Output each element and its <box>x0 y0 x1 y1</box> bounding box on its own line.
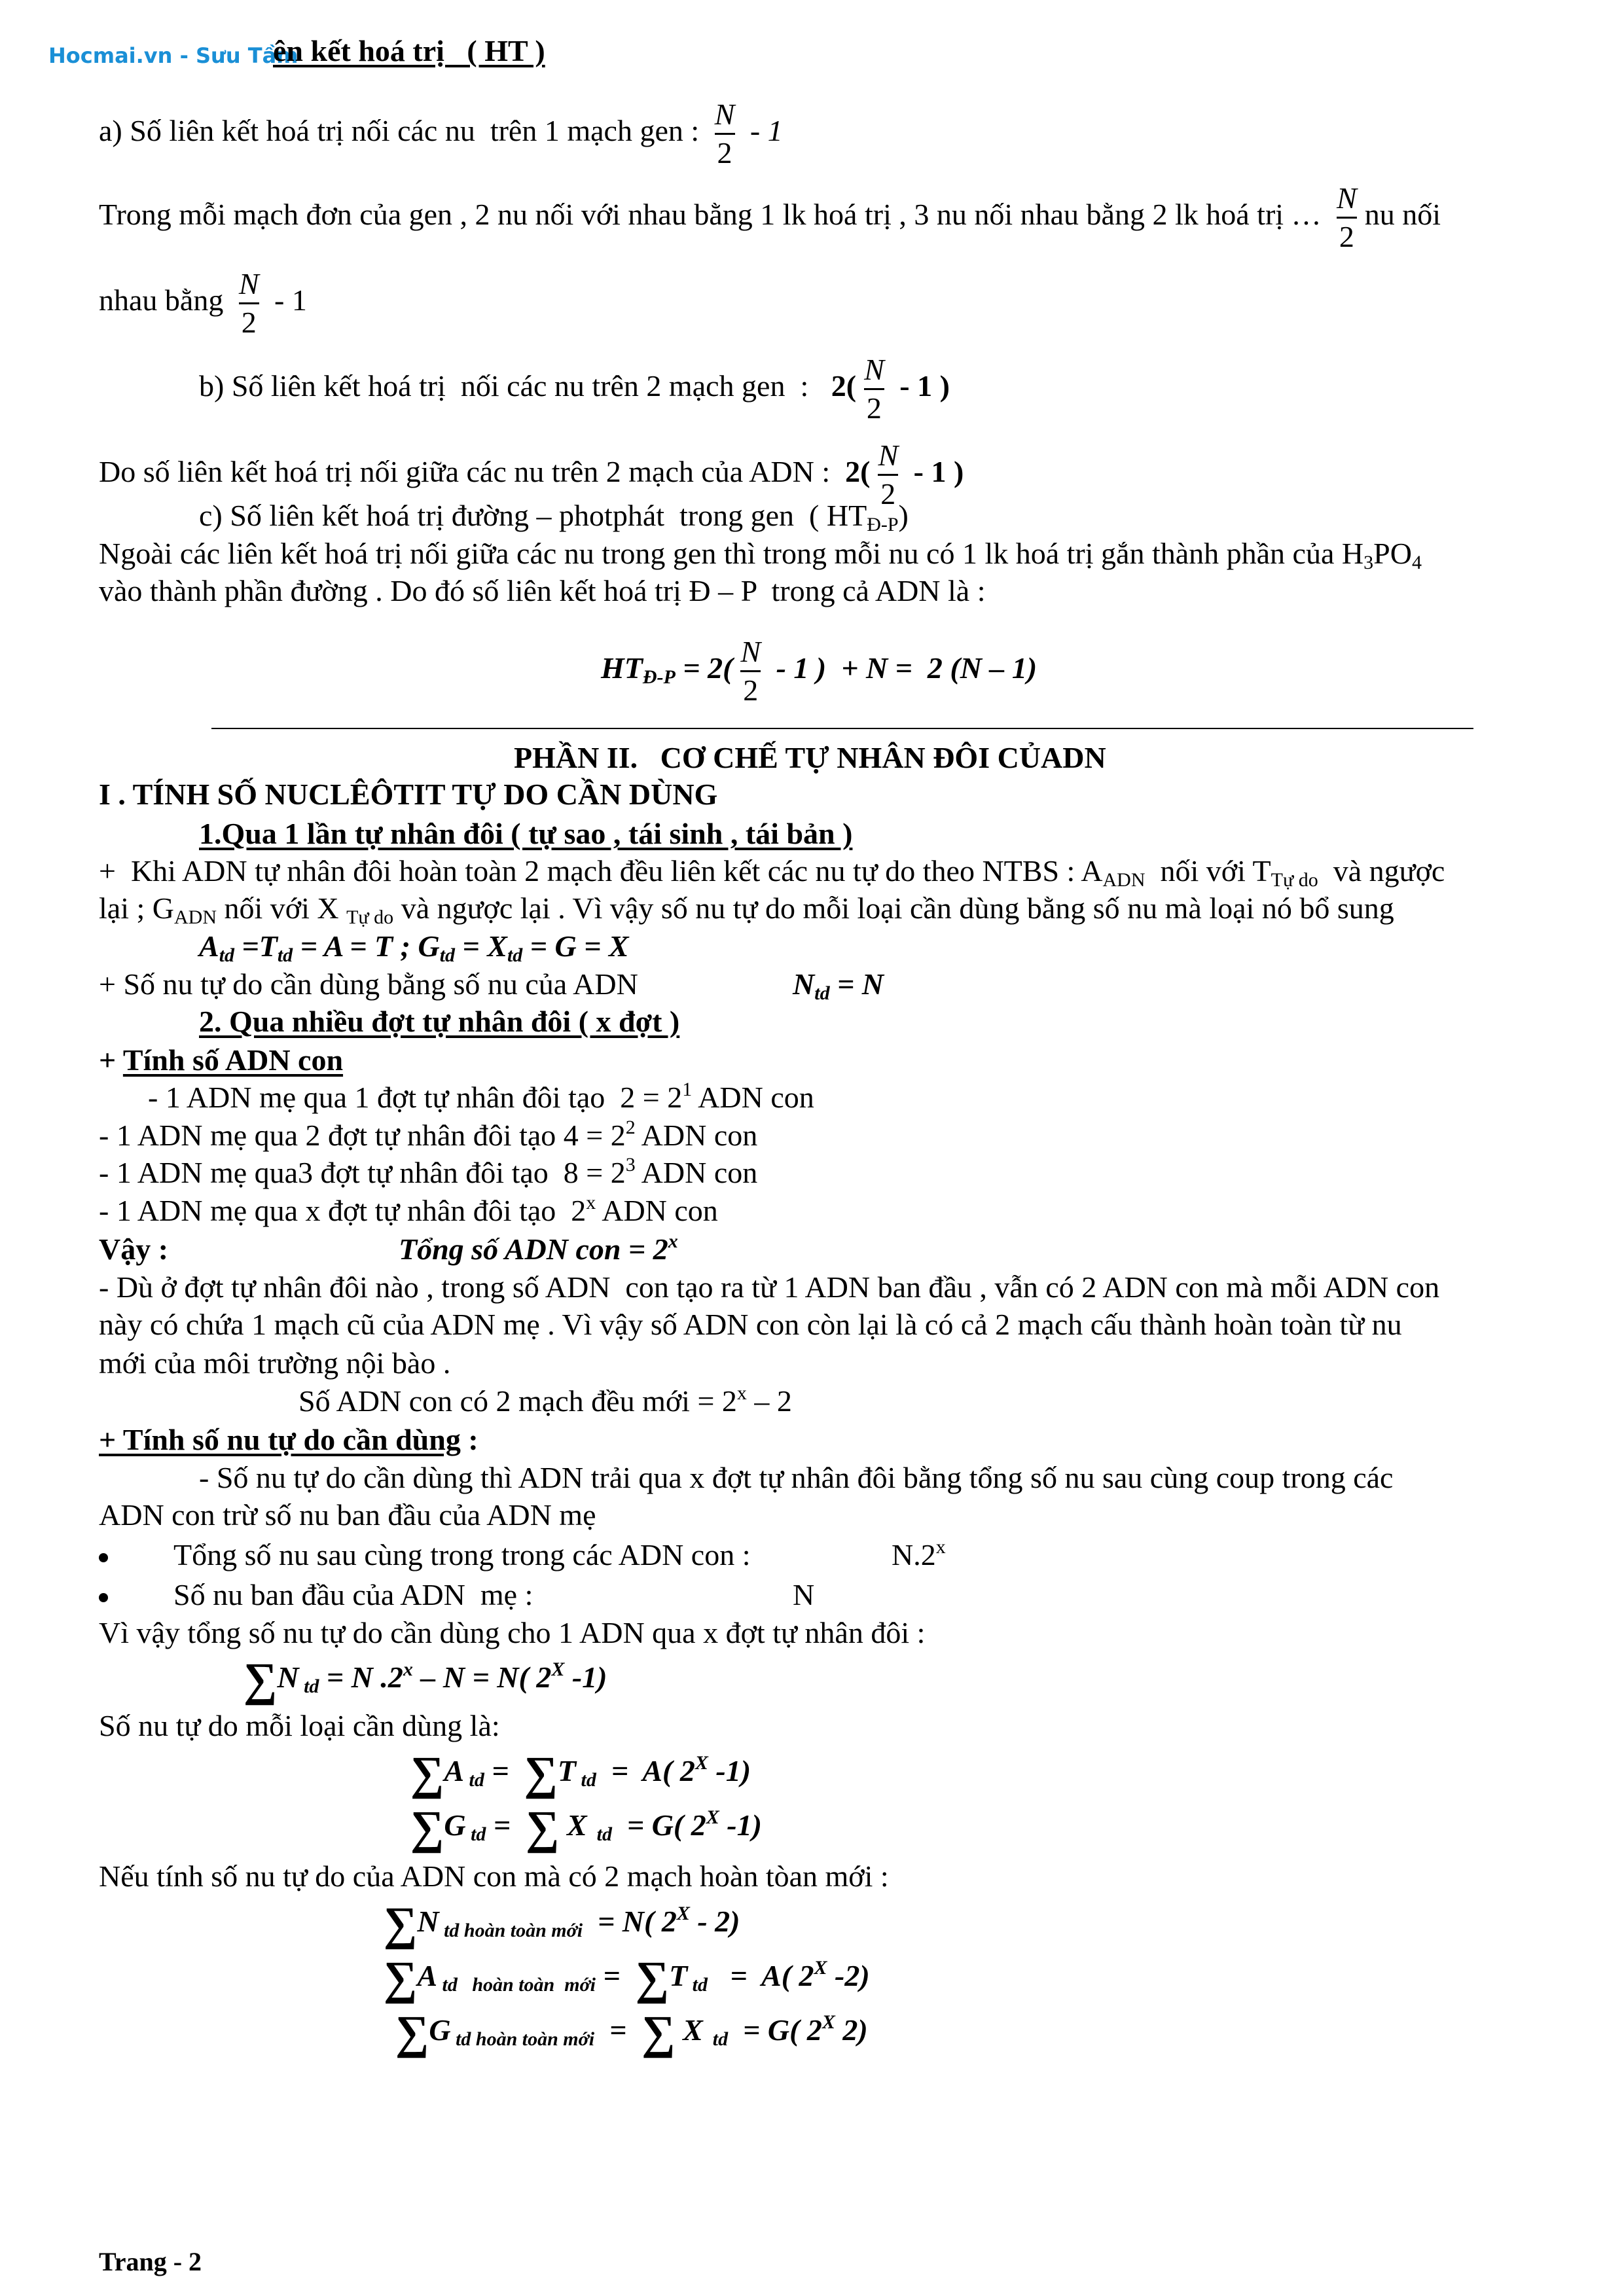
text: + Khi ADN tự nhân đôi hoàn toàn 2 mạch đều liên kết các nu tự do theo NTBS : A <box>99 854 1103 888</box>
subscript: Tự do <box>346 906 394 928</box>
paragraph-3 <box>99 537 1422 571</box>
text: - 1 ADN mẹ qua 2 đợt tự nhân đôi tạo 4 = 2 <box>99 1119 626 1152</box>
text: và ngược lại . Vì vậy số nu tự do mỗi loại cần dùng bằng số nu mà loại nó bổ sung <box>393 891 1394 925</box>
subscript: td <box>586 1823 612 1845</box>
sigma-icon: ∑ <box>526 1801 560 1854</box>
text: - 1 ADN mẹ qua3 đợt tự nhân đôi tạo 8 = 2 <box>99 1156 626 1189</box>
numerator: N <box>878 439 899 472</box>
text: b) Số liên kết hoá trị nối các nu trên 2 mạch gen : <box>199 369 831 403</box>
text: -1) <box>564 1660 607 1694</box>
denominator: 2 <box>715 133 735 171</box>
subheading-4 <box>99 1423 478 1457</box>
text: HT <box>601 651 643 685</box>
equation-2-line <box>99 967 638 1001</box>
sigma-icon: ∑ <box>384 1897 418 1950</box>
subheading-3 <box>99 1043 343 1077</box>
subscript: ADN <box>1102 869 1146 891</box>
text: + Số nu tự do cần dùng bằng số nu của ADN <box>99 967 638 1001</box>
subheading-2: 2. Qua nhiều đợt tự nhân đôi ( x đợt ) <box>199 1005 680 1038</box>
sigma-icon: ∑ <box>635 1952 670 2004</box>
fraction <box>712 96 738 171</box>
text: Tổng số ADN con = 2 <box>399 1232 668 1266</box>
formula-sum-a-new <box>384 1952 870 2004</box>
formula-tail: - 1 ) <box>906 455 964 489</box>
text: - 1 ADN mẹ qua x đợt tự nhân đôi tạo 2 <box>99 1194 586 1227</box>
subscript: td <box>277 944 293 966</box>
subheading-1: 1.Qua 1 lần tự nhân đôi ( tự sao , tái sinh , tái bản ) <box>199 817 853 850</box>
page-footer: Trang - 2 <box>99 2247 202 2276</box>
text: ADN con <box>692 1081 814 1114</box>
paragraph-neu: Nếu tính số nu tự do của ADN con mà có 2 mạch hoàn tòan mới : <box>99 1859 889 1893</box>
exponent: x <box>935 1536 946 1558</box>
equation-2 <box>793 967 884 1004</box>
sigma-icon: ∑ <box>641 2006 676 2058</box>
subscript: 3 <box>1363 552 1374 573</box>
bullet-item <box>99 1538 751 1572</box>
subscript: td <box>702 2028 729 2050</box>
paragraph-vv: Vì vậy tổng số nu tự do cần dùng cho 1 ADN qua x đợt tự nhân đôi : <box>99 1616 926 1649</box>
list-item <box>99 1194 718 1228</box>
text: Số ADN con có 2 mạch đều mới = 2 <box>298 1384 737 1418</box>
text: Số nu ban đầu của ADN mẹ : <box>173 1578 533 1611</box>
text: N <box>417 1905 439 1938</box>
formula-pre: 2( <box>845 455 871 489</box>
section-heading: I . TÍNH SỐ NUCLÊÔTIT TỰ DO CẦN DÙNG <box>99 778 718 811</box>
formula-sum-g <box>410 1801 762 1854</box>
bullet-value <box>892 1538 946 1572</box>
text: – 2 <box>746 1384 792 1418</box>
exponent: X <box>814 1957 827 1979</box>
subscript: td <box>298 1676 319 1697</box>
text: và ngược <box>1318 854 1445 888</box>
paragraph-du: này có chứa 1 mạch cũ của ADN mẹ . Vì vậy số ADN con còn lại là có cả 2 mạch cấu thành hoàn toàn từ nu <box>99 1308 1402 1341</box>
paragraph-b <box>199 351 950 427</box>
text: nhau bằng <box>99 283 231 317</box>
subscript: Đ-P <box>867 514 899 535</box>
exponent: X <box>676 1903 690 1924</box>
text: =T <box>234 929 278 963</box>
fraction <box>738 634 763 709</box>
exponent: X <box>695 1752 708 1774</box>
text-end: : <box>460 1423 478 1456</box>
text: - 2) <box>689 1905 740 1938</box>
fraction <box>861 351 887 427</box>
subscript: td <box>576 1769 596 1791</box>
part-heading: PHẦN II. CƠ CHẾ TỰ NHÂN ĐÔI CỦADN <box>514 741 1106 774</box>
text: N <box>277 1660 299 1694</box>
conclusion-formula <box>399 1232 678 1266</box>
text: = <box>596 1959 636 1992</box>
text: = 2( <box>675 651 733 685</box>
text: = A( 2 <box>708 1959 814 1992</box>
text: Ngoài các liên kết hoá trị nối giữa các nu trong gen thì trong mỗi nu có 1 lk hoá trị gắn thành phần của H <box>99 537 1364 570</box>
formula-sum-g-new <box>395 2006 868 2058</box>
paragraph-khi <box>99 854 1445 891</box>
watermark: Hocmai.vn - Sưu Tầm <box>48 43 298 68</box>
exponent: 2 <box>625 1117 636 1138</box>
sigma-icon: ∑ <box>384 1952 418 2004</box>
text: Do số liên kết hoá trị nối giữa các nu trên 2 mạch của ADN : <box>99 455 846 489</box>
text: = G( 2 <box>611 1808 706 1842</box>
list-item <box>148 1081 814 1115</box>
bullet-item <box>99 1578 533 1612</box>
text: = G( 2 <box>728 2013 822 2047</box>
paragraph-du: - Dù ở đợt tự nhân đôi nào , trong số ADN con tạo ra từ 1 ADN ban đầu , vẫn có 2 ADN con mà mỗi ADN con <box>99 1270 1440 1304</box>
text: X <box>559 1808 587 1842</box>
text: Tổng số nu sau cùng trong trong các ADN con : <box>173 1538 751 1571</box>
text: 2) <box>835 2013 868 2047</box>
exponent: x <box>736 1382 747 1404</box>
plus: + <box>99 1043 123 1077</box>
text: A <box>417 1959 438 1992</box>
subscript: td hoàn toàn mới <box>437 1974 596 1996</box>
exponent: x <box>586 1192 596 1213</box>
text: T <box>557 1754 577 1787</box>
text: X <box>675 2013 703 2047</box>
paragraph-1 <box>99 180 1441 255</box>
subscript: td <box>814 982 830 1004</box>
subscript: td <box>219 944 235 966</box>
fraction <box>236 266 262 341</box>
conclusion-label: Vậy : <box>99 1232 169 1266</box>
paragraph-q: - Số nu tự do cần dùng thì ADN trải qua x đợt tự nhân đôi bằng tổng số nu sau cùng coup trong các <box>199 1461 1394 1494</box>
denominator: 2 <box>1337 217 1357 255</box>
list-item <box>99 1119 757 1153</box>
formula-sum-n-new <box>384 1897 740 1950</box>
text: = <box>486 1808 526 1842</box>
text-end: ) <box>898 499 909 532</box>
text: N <box>793 967 815 1001</box>
text: G <box>444 1808 466 1842</box>
paragraph-du: mới của môi trường nội bào . <box>99 1346 451 1380</box>
formula-sum-n <box>244 1653 607 1706</box>
text: lại ; G <box>99 891 174 925</box>
text: Trong mỗi mạch đơn của gen , 2 nu nối với nhau bằng 1 lk hoá trị , 3 nu nối nhau bằng 2 lk hoá trị … <box>99 198 1329 232</box>
sigma-icon: ∑ <box>395 2006 429 2058</box>
numerator: N <box>714 98 735 131</box>
text: = A = T ; G <box>293 929 440 963</box>
numerator: N <box>238 267 259 300</box>
subscript: Đ-P <box>642 666 676 689</box>
formula-pre: 2( <box>831 369 857 403</box>
subscript: td <box>687 1974 708 1996</box>
text: T <box>669 1959 688 1992</box>
text: G <box>429 2013 451 2047</box>
subscript: td <box>464 1769 484 1791</box>
text: Tính số ADN con <box>122 1043 344 1077</box>
numerator: N <box>864 353 884 386</box>
numerator: N <box>740 635 761 668</box>
text: = N( 2 <box>583 1905 677 1938</box>
formula-ht <box>601 634 1037 709</box>
subscript: td hoàn toàn mới <box>439 1920 583 1941</box>
bullet-icon <box>99 1593 108 1602</box>
paragraph-c <box>199 499 909 533</box>
paragraph-a <box>99 96 783 171</box>
bullet-icon <box>99 1553 108 1562</box>
exponent: X <box>821 2011 835 2033</box>
paragraph-mol: Số nu tự do mỗi loại cần dùng là: <box>99 1709 500 1742</box>
numerator: N <box>1337 181 1357 215</box>
new-strands-formula <box>298 1384 792 1418</box>
sigma-icon: ∑ <box>410 1801 444 1854</box>
exponent: x <box>403 1659 413 1680</box>
subscript: td <box>507 944 523 966</box>
subscript: td <box>465 1823 486 1845</box>
text: = A( 2 <box>596 1754 695 1787</box>
text: -1) <box>719 1808 762 1842</box>
fraction <box>1334 180 1360 255</box>
text: A <box>444 1754 465 1787</box>
text: = <box>484 1754 524 1787</box>
bullet-value: N <box>793 1578 815 1611</box>
text: = G = X <box>522 929 629 963</box>
denominator: 2 <box>740 670 761 709</box>
exponent: X <box>551 1659 565 1680</box>
denominator: 2 <box>239 302 259 341</box>
text: -1) <box>708 1754 751 1787</box>
text: c) Số liên kết hoá trị đường – photphát trong gen ( HT <box>199 499 867 532</box>
text: A <box>199 929 219 963</box>
text: ADN con <box>635 1119 758 1152</box>
text: = N .2 <box>319 1660 403 1694</box>
text: = N <box>829 967 884 1001</box>
exponent: 1 <box>682 1079 693 1100</box>
text: - 1 ADN mẹ qua 1 đợt tự nhân đôi tạo 2 = 2 <box>148 1081 683 1114</box>
exponent: x <box>668 1230 678 1252</box>
formula-sum-a <box>410 1747 751 1799</box>
paragraph-khi-cont <box>99 891 1394 928</box>
divider <box>211 728 1473 729</box>
text: = <box>594 2013 642 2047</box>
text: N.2 <box>892 1538 936 1571</box>
paragraph-1-cont <box>99 266 307 341</box>
text: - 1 ) + N = 2 (N – 1) <box>768 651 1038 685</box>
text: ADN con <box>635 1156 758 1189</box>
text: -2) <box>827 1959 870 1992</box>
denominator: 2 <box>864 388 884 427</box>
subscript: Tự do <box>1271 869 1318 891</box>
text: nối với T <box>1145 854 1271 888</box>
equation-1 <box>199 929 629 966</box>
tail: nu nối <box>1364 198 1441 232</box>
exponent: 3 <box>625 1154 636 1175</box>
denominator: 2 <box>878 474 898 512</box>
subscript: td hoàn toàn mới <box>450 2028 595 2050</box>
paragraph-q: ADN con trừ số nu ban đầu của ADN mẹ <box>99 1498 596 1532</box>
section-title: ên kết hoá trị ( HT ) <box>273 34 545 67</box>
sigma-icon: ∑ <box>244 1653 278 1706</box>
text: – N = N( 2 <box>412 1660 552 1694</box>
text: + Tính số nu tự do cần dùng <box>99 1423 461 1456</box>
subscript: 4 <box>1411 552 1422 573</box>
text: nối với X <box>216 891 347 925</box>
subscript: ADN <box>173 906 217 928</box>
tail: - 1 <box>266 283 307 317</box>
list-item <box>99 1156 757 1190</box>
text: a) Số liên kết hoá trị nối các nu trên 1 mạch gen : <box>99 114 707 148</box>
sigma-icon: ∑ <box>410 1747 444 1799</box>
paragraph-3-cont: vào thành phần đường . Do đó số liên kết hoá trị Đ – P trong cả ADN là : <box>99 574 986 607</box>
tail: - 1 <box>742 114 783 148</box>
text: = X <box>455 929 507 963</box>
text: PO <box>1373 537 1412 570</box>
exponent: X <box>706 1806 719 1828</box>
sigma-icon: ∑ <box>524 1747 558 1799</box>
formula-tail: - 1 ) <box>892 369 950 403</box>
text: ADN con <box>596 1194 718 1227</box>
subscript: td <box>439 944 456 966</box>
